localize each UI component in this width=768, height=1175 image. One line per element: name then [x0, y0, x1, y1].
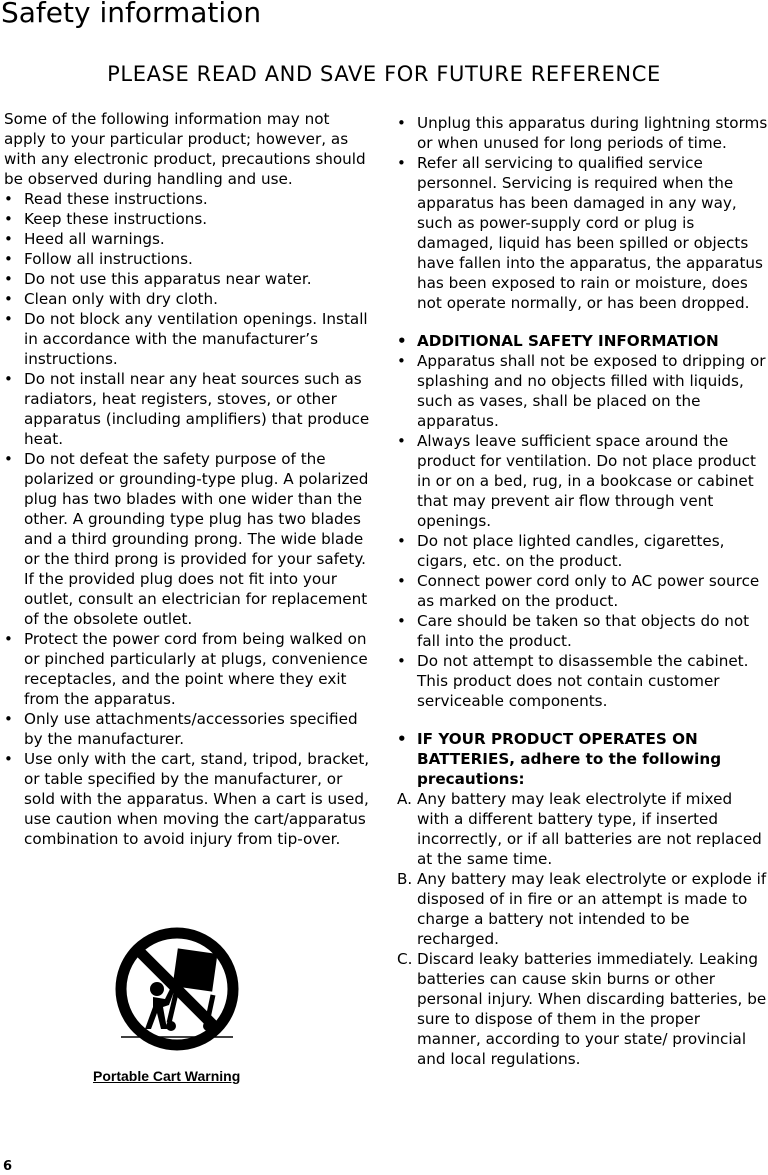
page-number: 6 [3, 1159, 13, 1174]
list-item: • Always leave sufficient space around the product for ventilation. Do not place product in or on a bed, rug, in a bookcase or cabinet that may prevent air flow through vent openings. [397, 431, 768, 531]
portable-cart-figure [96, 925, 266, 1053]
list-item: • Protect the power cord from being walked on or pinched particularly at plugs, convenience receptacles, and the point where they exit from the apparatus. [4, 629, 376, 709]
figure-caption: Portable Cart Warning [93, 1068, 241, 1084]
additional-safety-list [397, 331, 768, 711]
intro-paragraph: Some of the following information may not apply to your particular product; however, as with any electronic product, precautions should be observed during handling and use. [4, 110, 366, 188]
battery-heading: • IF YOUR PRODUCT OPERATES ON BATTERIES, adhere to the following precautions: [397, 729, 768, 789]
list-item: • Do not attempt to disassemble the cabinet. This product does not contain customer serviceable components. [397, 651, 768, 711]
list-letter: C. [397, 950, 413, 968]
list-item: • Connect power cord only to AC power source as marked on the product. [397, 571, 768, 611]
page-title: Safety information [1, 0, 262, 29]
list-letter: B. [397, 870, 413, 888]
list-item: • Heed all warnings. [4, 229, 376, 249]
list-item: • Do not use this apparatus near water. [4, 269, 376, 289]
battery-precautions-list [397, 789, 768, 1069]
list-letter: A. [397, 790, 412, 808]
right-column [397, 113, 768, 1069]
list-item: • Only use attachments/accessories specified by the manufacturer. [4, 709, 376, 749]
list-item: • Do not install near any heat sources such as radiators, heat registers, stoves, or other apparatus (including amplifiers) that produce heat. [4, 369, 376, 449]
list-item: • Use only with the cart, stand, tripod, bracket, or table specified by the manufacturer, or sold with the apparatus. When a cart is used, use caution when moving the cart/apparatus combination to avoid injury from tip-over. [4, 749, 376, 849]
list-item: • Unplug this apparatus during lightning storms or when unused for long periods of time. [397, 113, 768, 153]
list-item: • Follow all instructions. [4, 249, 376, 269]
list-item [397, 869, 768, 949]
list-item: • Do not defeat the safety purpose of the polarized or grounding-type plug. A polarized plug has two blades with one wider than the other. A grounding type plug has two blades and a third grounding prong. The wide blade or the third prong is provided for your safety. If the provided plug does not fit into your outlet, consult an electrician for replacement of the obsolete outlet. [4, 449, 376, 629]
list-item: • Care should be taken so that objects do not fall into the product. [397, 611, 768, 651]
list-item: • Do not block any ventilation openings. Install in accordance with the manufacturer’s instructions. [4, 309, 376, 369]
portable-cart-warning-icon [113, 925, 241, 1053]
list-item: • Clean only with dry cloth. [4, 289, 376, 309]
list-item: • Refer all servicing to qualified service personnel. Servicing is required when the apparatus has been damaged in any way, such as power-supply cord or plug is damaged, liquid has been spilled or objects have fallen into the apparatus, the apparatus has been exposed to rain or moisture, does not operate normally, or has been dropped. [397, 153, 768, 313]
list-text: Any battery may leak electrolyte if mixed with a different battery type, if inserted incorrectly, or if all batteries are not replaced at the same time. [417, 790, 762, 868]
list-item [397, 949, 768, 1069]
battery-heading-list [397, 729, 768, 789]
left-safety-list [4, 189, 376, 849]
list-item: • Read these instructions. [4, 189, 376, 209]
list-text: Discard leaky batteries immediately. Leaking batteries can cause skin burns or other personal injury. When discarding batteries, be sure to dispose of them in the proper manner, according to your state/ provincial and local regulations. [417, 950, 767, 1068]
additional-safety-heading: • ADDITIONAL SAFETY INFORMATION [397, 331, 768, 351]
right-safety-list [397, 113, 768, 313]
list-item: • Do not place lighted candles, cigarettes, cigars, etc. on the product. [397, 531, 768, 571]
list-text: Any battery may leak electrolyte or explode if disposed of in fire or an attempt is made to charge a battery not intended to be recharged. [417, 870, 767, 948]
left-column [4, 109, 376, 849]
page-subtitle: PLEASE READ AND SAVE FOR FUTURE REFERENCE [107, 62, 661, 86]
list-item: • Keep these instructions. [4, 209, 376, 229]
list-item [397, 789, 768, 869]
list-item: • Apparatus shall not be exposed to dripping or splashing and no objects filled with liquids, such as vases, shall be placed on the apparatus. [397, 351, 768, 431]
